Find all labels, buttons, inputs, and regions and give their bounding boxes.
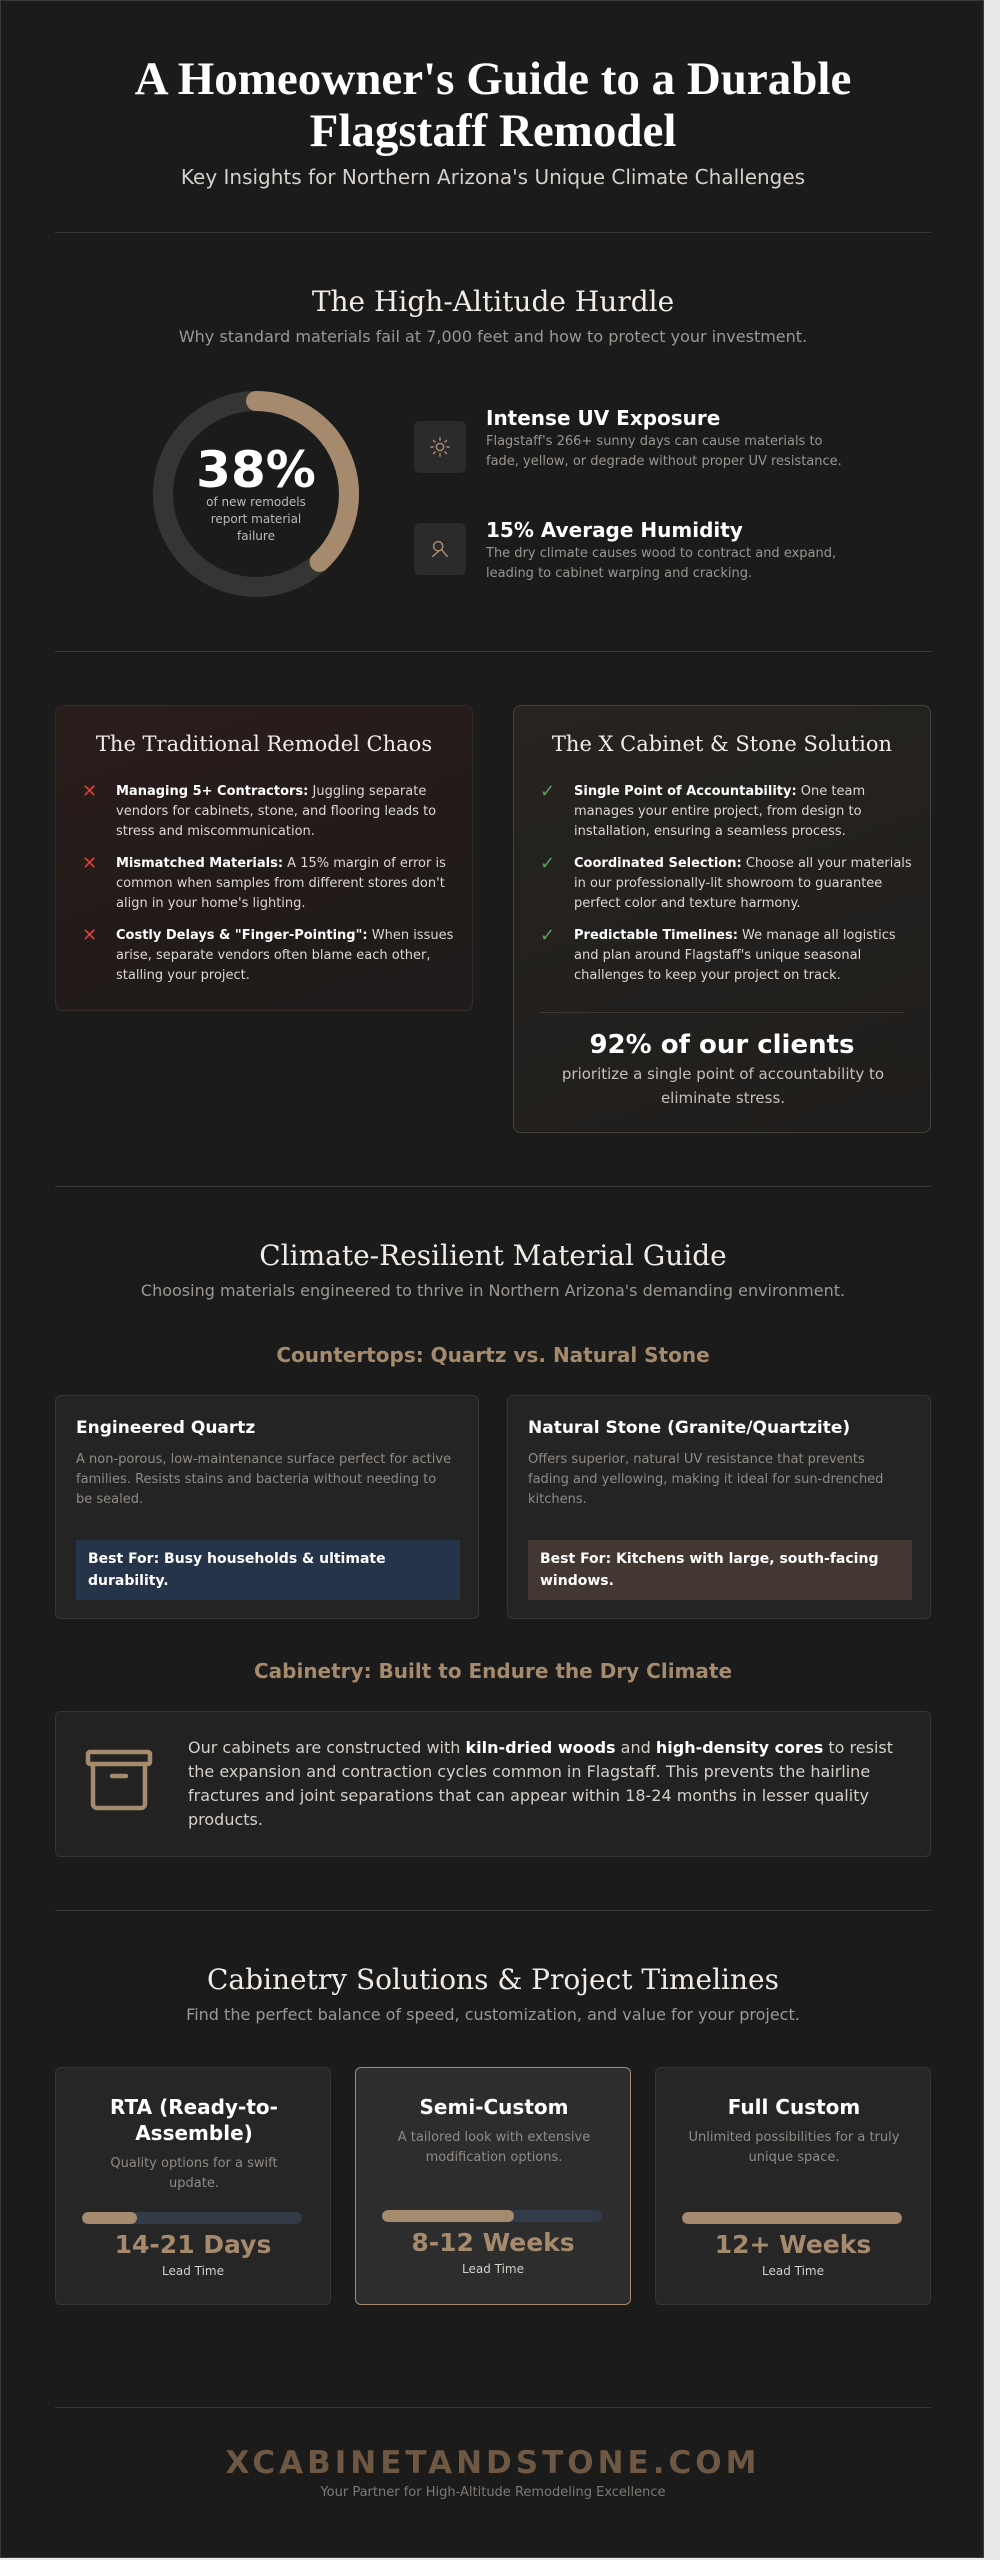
item-bold: Costly Delays & "Finger-Pointing": — [116, 928, 368, 943]
rta-card — [55, 2067, 331, 2305]
hurdle-title: The High-Altitude Hurdle — [311, 285, 675, 318]
quartz-best-for: Best For: Busy households & ultimate durability. — [76, 1540, 460, 1600]
timelines-subtitle: Find the perfect balance of speed, customization, and value for your project. — [186, 2005, 800, 2024]
quartz-text: A non-porous, low-maintenance surface perfect for active families. Resists stains and bacteria without needing to be sealed. — [76, 1452, 452, 1507]
item-text: When issues arise, separate vendors often blame each other, stalling your project. — [116, 928, 454, 983]
timelines-title: Cabinetry Solutions & Project Timelines — [207, 1963, 779, 1996]
solution-card-title: The X Cabinet & Stone Solution — [551, 732, 893, 756]
divider — [55, 232, 931, 233]
hurdle-subtitle: Why standard materials fail at 7,000 feet and how to protect your investment. — [178, 327, 808, 346]
materials-title: Climate-Resilient Material Guide — [259, 1239, 727, 1272]
item-text: A 15% margin of error is common when samples from different stores don't align in your home's lighting. — [116, 856, 446, 911]
humidity-feature-text: The dry climate causes wood to contract and expand, leading to cabinet warping and cracking. — [486, 546, 837, 581]
stone-text: Offers superior, natural UV resistance that prevents fading and yellowing, making it ideal for sun-drenched kitchens. — [528, 1452, 884, 1507]
x-icon: ✕ — [82, 853, 98, 874]
lead-time-label: Lead Time — [161, 2264, 224, 2278]
quartz-title: Engineered Quartz — [76, 1418, 256, 1438]
x-icon: ✕ — [82, 781, 98, 802]
check-icon: ✓ — [540, 925, 556, 946]
divider — [540, 1012, 904, 1013]
full-custom-desc: Unlimited possibilities for a truly unique space. — [688, 2130, 900, 2165]
water-drop-icon — [414, 523, 466, 575]
divider — [55, 1186, 931, 1187]
chaos-card-title: The Traditional Remodel Chaos — [95, 732, 433, 756]
lead-time-label: Lead Time — [761, 2264, 824, 2278]
countertops-heading: Countertops: Quartz vs. Natural Stone — [276, 1343, 710, 1367]
client-stat: 92% of our clients — [589, 1030, 855, 1060]
full-custom-progress-track — [682, 2212, 902, 2224]
cabinetry-text: Our cabinets are constructed with kiln-dried woods and high-density cores to resist the expansion and contraction cycles common in Flagstaff. This prevents the hairline fractures and joint separations that can appear within 18-24 months in lesser quality products. — [188, 1738, 894, 1829]
sun-icon — [414, 421, 466, 473]
semi-custom-title: Semi-Custom — [419, 2095, 569, 2119]
rta-desc: Quality options for a swift update. — [110, 2156, 278, 2191]
item-text: We manage all logistics and plan around Flagstaff's unique seasonal challenges to keep your project on track. — [574, 928, 896, 983]
item-bold: Predictable Timelines: — [574, 928, 738, 943]
footer-tagline: Your Partner for High-Altitude Remodeling Excellence — [320, 2485, 666, 2500]
item-bold: Mismatched Materials: — [116, 856, 284, 871]
item-bold: Single Point of Accountability: — [574, 784, 797, 799]
item-text: Juggling separate vendors for cabinets, stone, and flooring leads to stress and miscommunication. — [116, 784, 437, 839]
rta-lead-time: 14-21 Days — [114, 2230, 272, 2259]
check-icon: ✓ — [540, 781, 556, 802]
divider — [55, 1910, 931, 1911]
stone-best-for: Best For: Kitchens with large, south-facing windows. — [528, 1540, 912, 1600]
semi-custom-card — [355, 2067, 631, 2305]
item-bold: Coordinated Selection: — [574, 856, 742, 871]
item-bold: Managing 5+ Contractors: — [116, 784, 309, 799]
donut-value: 38% — [196, 441, 316, 499]
uv-feature-title: Intense UV Exposure — [486, 406, 721, 430]
check-icon: ✓ — [540, 853, 556, 874]
item-text: One team manages your entire project, from design to installation, ensuring a seamless process. — [574, 784, 866, 839]
semi-custom-lead-time: 8-12 Weeks — [411, 2228, 575, 2257]
rta-progress-track — [82, 2212, 302, 2224]
page-title: A Homeowner's Guide to a Durable Flagstaff Remodel — [134, 53, 852, 157]
natural-stone-card — [507, 1395, 931, 1619]
item-text: Choose all your materials in our professionally-lit showroom to guarantee perfect color and texture harmony. — [574, 856, 912, 911]
traditional-chaos-card — [55, 705, 473, 1011]
stone-title: Natural Stone (Granite/Quartzite) — [528, 1418, 851, 1438]
divider — [55, 2407, 931, 2408]
cabinetry-heading: Cabinetry: Built to Endure the Dry Climate — [253, 1659, 733, 1683]
rta-progress-fill — [82, 2212, 137, 2224]
full-custom-card — [655, 2067, 931, 2305]
semi-custom-progress-track — [382, 2210, 602, 2222]
materials-subtitle: Choosing materials engineered to thrive in Northern Arizona's demanding environment. — [140, 1281, 846, 1300]
full-custom-lead-time: 12+ Weeks — [714, 2230, 872, 2259]
uv-feature-text: Flagstaff's 266+ sunny days can cause materials to fade, yellow, or degrade without proper UV resistance. — [486, 434, 842, 469]
archive-box-icon — [84, 1748, 154, 1812]
cabinetry-card — [55, 1711, 931, 1857]
rta-title: RTA (Ready-to-Assemble) — [110, 2095, 278, 2145]
x-icon: ✕ — [82, 925, 98, 946]
solution-card — [513, 705, 931, 1133]
humidity-feature-title: 15% Average Humidity — [486, 518, 743, 542]
client-stat-text: prioritize a single point of accountability to eliminate stress. — [561, 1065, 885, 1107]
brand-wordmark: XCABINETANDSTONE.COM — [225, 2445, 761, 2481]
divider — [55, 651, 931, 652]
semi-custom-progress-fill — [382, 2210, 514, 2222]
page-subtitle: Key Insights for Northern Arizona's Unique Climate Challenges — [180, 165, 806, 189]
quartz-card — [55, 1395, 479, 1619]
donut-caption: of new remodels report material failure — [206, 495, 306, 543]
full-custom-progress-fill — [682, 2212, 902, 2224]
full-custom-title: Full Custom — [727, 2095, 861, 2119]
lead-time-label: Lead Time — [461, 2262, 524, 2276]
semi-custom-desc: A tailored look with extensive modification options. — [397, 2130, 591, 2165]
